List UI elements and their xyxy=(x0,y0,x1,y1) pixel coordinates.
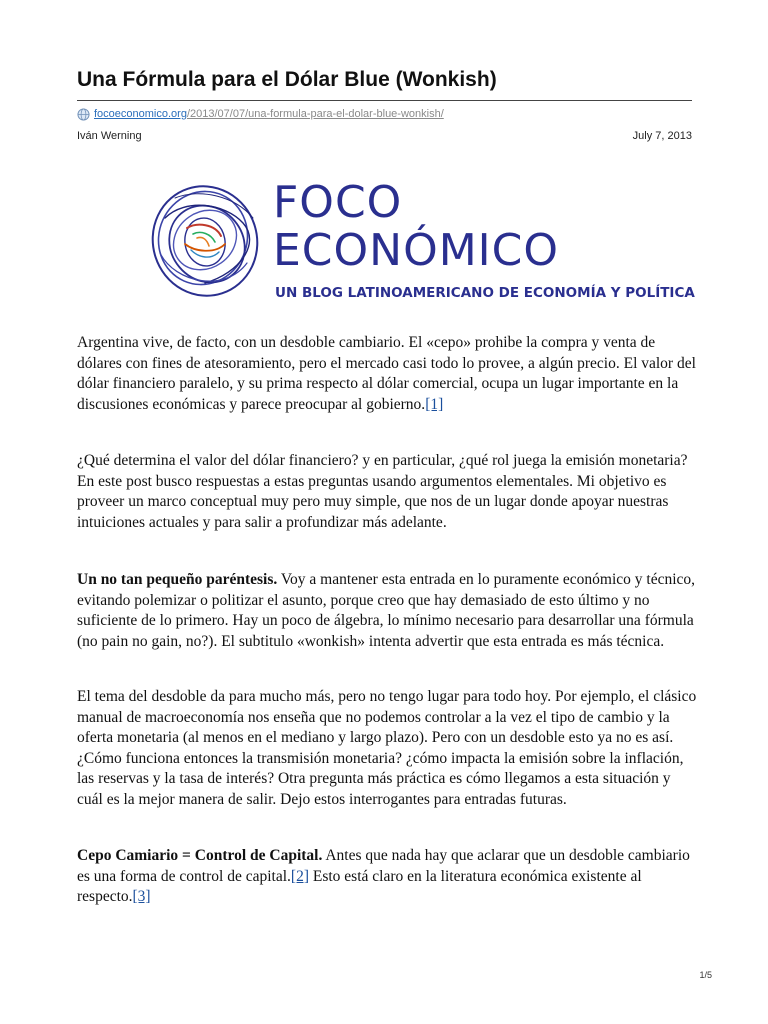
paragraph-1-text: Argentina vive, de facto, con un desdoble cambiario. El «cepo» prohibe la compra y venta de dólares con fines de atesoramiento, pero el mercado casi todo lo provee, a algún precio. El valor del dólar financiero paralelo, y su prima respecto al dólar comercial, ocupa un lugar importante en la discusiones económicas y parece preocupar al gobierno. xyxy=(77,334,696,413)
paragraph-1 xyxy=(77,333,697,415)
page-title: Una Fórmula para el Dólar Blue (Wonkish) xyxy=(77,68,497,91)
source-domain-link[interactable]: focoeconomico.org xyxy=(94,108,187,120)
source-path-link[interactable]: /2013/07/07/una-formula-para-el-dolar-blue-wonkish/ xyxy=(186,108,444,120)
byline xyxy=(77,130,692,144)
footnote-link-2[interactable]: [2] xyxy=(290,867,309,885)
paragraph-4 xyxy=(77,687,697,811)
paragraph-2 xyxy=(77,451,697,533)
paragraph-3-text: Voy a mantener esta entrada en lo puramente económico y técnico, evitando polemizar o politizar el asunto, porque creo que hay demasiado de esto último y no suficiente de lo primero. Hay un poco de álgebra, lo mínimo necesario para desarrollar una fórmula (no pain no gain, no?). El subtitulo «wonkish» intenta advertir que esta entrada es más técnica. xyxy=(77,571,696,650)
footnote-link-1[interactable]: [1] xyxy=(425,395,444,413)
logo-wordmark-foco: FOCO xyxy=(273,177,403,228)
paragraph-5 xyxy=(77,846,697,908)
paragraph-3 xyxy=(77,570,697,652)
paragraph-5-text-a: Antes que nada hay que aclarar que un desdoble cambiario es una forma de control de capital. xyxy=(77,847,690,885)
page-number: 1/5 xyxy=(699,970,712,980)
paragraph-2-text: ¿Qué determina el valor del dólar financiero? y en particular, ¿qué rol juega la emisión monetaria? En este post busco respuestas a estas preguntas usando argumentos elementales. Mi objetivo es proveer un marco conceptual muy pero muy simple, que nos de un lugar donde apoyar nuestras intuiciones actuales y para salir a profundizar más adelante. xyxy=(77,452,688,531)
title-divider xyxy=(77,100,692,101)
paragraph-5-text-b: Esto está claro en la literatura económica existente al respecto. xyxy=(77,867,642,906)
foco-economico-logo xyxy=(145,177,695,306)
publish-date: July 7, 2013 xyxy=(632,130,692,142)
globe-icon xyxy=(77,108,90,121)
paragraph-4-text: El tema del desdoble da para mucho más, pero no tengo lugar para todo hoy. Por ejemplo, el clásico manual de macroeconomía nos enseña que no podemos controlar a la vez el tipo de cambio y la oferta monetaria (al menos en el mediano y largo plazo). Pero con un desdoble esto ya no es así. ¿Cómo funciona entonces la transmisión monetaria? ¿cómo impacta la emisión sobre la inflación, las reservas y la tasa de interés? Otra pregunta más práctica es cómo llegamos a esta situación y cuál es la mejor manera de salir. Dejo estos interrogantes para entradas futuras. xyxy=(77,688,697,808)
source-link-row[interactable] xyxy=(77,106,692,122)
logo-wordmark-economico: ECONÓMICO xyxy=(273,225,559,276)
logo-tagline: UN BLOG LATINOAMERICANO DE ECONOMÍA Y POLÍTICA xyxy=(275,285,695,301)
paragraph-3-lead: Un no tan pequeño paréntesis. xyxy=(77,571,278,588)
swirl-logo-icon xyxy=(145,178,265,304)
author-name: Iván Werning xyxy=(77,130,142,142)
paragraph-5-lead: Cepo Camiario = Control de Capital. xyxy=(77,847,323,864)
footnote-link-3[interactable]: [3] xyxy=(132,888,151,906)
